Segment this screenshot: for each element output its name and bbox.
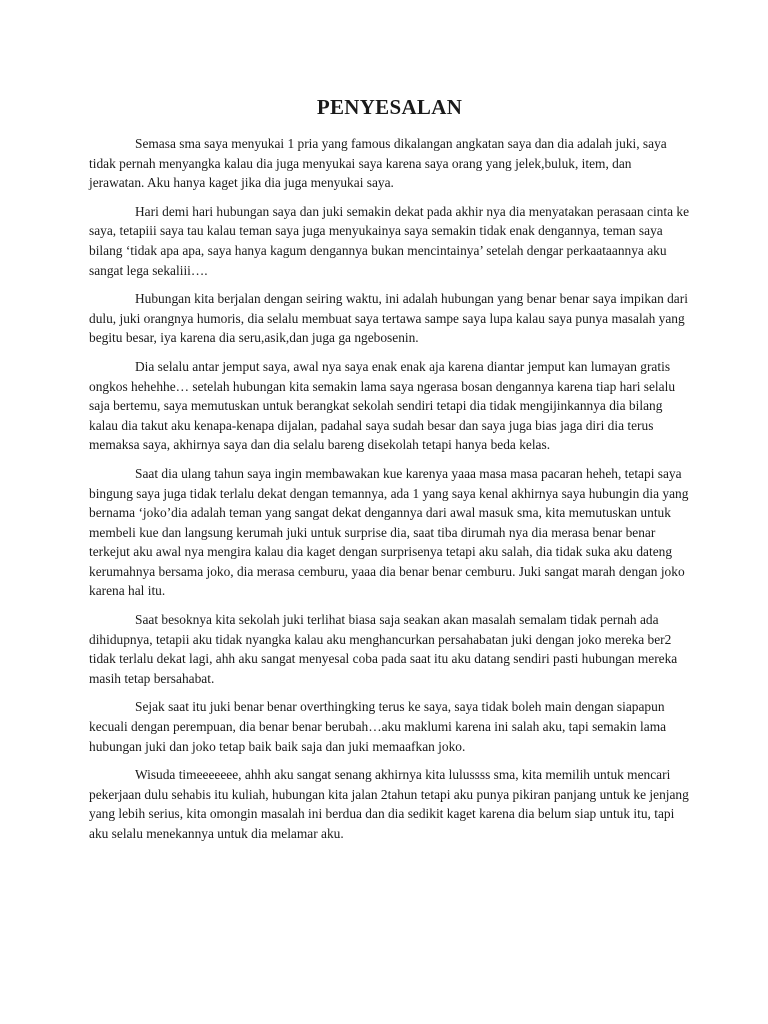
paragraph-2: Hari demi hari hubungan saya dan juki semakin dekat pada akhir nya dia menyatakan perasaan cinta ke saya, tetapiii saya tau kalau teman saya juga menyukainya saya semakin tidak enak dengannya, teman saya bilang ‘tidak apa apa, saya hanya kagum dengannya bukan mencintainya’ setelah dengar perkaataannya aku sangat lega sekaliii….: [89, 203, 690, 278]
paragraph-5: Saat dia ulang tahun saya ingin membawakan kue karenya yaaa masa masa pacaran heheh, tetapi saya bingung saya juga tidak terlalu dekat dengan temannya, ada 1 yang saya kenal akhirnya saya hubungin dia yang bernama ‘joko’dia adalah teman yang sangat dekat dengannya dari awal masuk sma, kita memutuskan untuk membeli kue dan langsung kerumah juki untuk surprise dia, saat tiba dirumah nya dia merasa benar benar terkejut aku awal nya mengira kalau dia kaget dengan surprisenya tetapi aku salah, dia tidak suka aku dateng kerumahnya bersama joko, dia merasa cemburu, yaaa dia benar benar cemburu. Juki sangat marah dengan joko karena hal itu.: [89, 465, 689, 599]
paragraph-7: Sejak saat itu juki benar benar overthingking terus ke saya, saya tidak boleh main dengan siapapun kecuali dengan perempuan, dia benar benar berubah…aku maklumi karena ini salah aku, tapi semakin lama hubungan juki dan joko tetap baik baik saja dan juki memaafkan joko.: [89, 699, 667, 754]
paragraph-8: Wisuda timeeeeeee, ahhh aku sangat senang akhirnya kita lulussss sma, kita memilih untuk mencari pekerjaan dulu sehabis itu kuliah, hubungan kita jalan 2tahun tetapi aku punya pikiran panjang untuk ke jenjang yang lebih serius, kita omongin masalah ini berdua dan dia sedikit kaget karena dia belum siap untuk itu, tapi aku selalu menekannya untuk dia melamar aku.: [89, 767, 689, 841]
paragraph-4: Dia selalu antar jemput saya, awal nya saya enak enak aja karena diantar jemput kan lumayan gratis ongkos hehehhe… setelah hubungan kita semakin lama saya ngerasa bosan dengannya karena tiap hari selalu saja bertemu, saya memutuskan untuk berangkat sekolah sendiri tetapi dia tidak mengijinkannya dia bilang kalau dia takut aku kenapa-kenapa dijalan, padahal saya sudah besar dan saya juga bias jaga diri dia terus memaksa saya, akhirnya saya dan dia selalu bareng disekolah tetapi hanya beda kelas.: [89, 358, 676, 453]
document-title: PENYESALAN: [316, 95, 463, 119]
paragraph-1: Semasa sma saya menyukai 1 pria yang famous dikalangan angkatan saya dan dia adalah juki, saya tidak pernah menyangka kalau dia juga menyukai saya karena saya orang yang jelek,buluk, item, dan jerawatan. Aku hanya kaget jika dia juga menyukai saya.: [89, 136, 667, 191]
paragraph-6: Saat besoknya kita sekolah juki terlihat biasa saja seakan akan masalah semalam tidak pernah ada dihidupnya, tetapii aku tidak nyangka kalau aku menghancurkan persahabatan juki dengan joko mereka ber2 tidak terlalu dekat lagi, ahh aku sangat menyesal coba pada saat itu aku datang sendiri pasti hubungan mereka masih tetap bersahabat.: [89, 612, 678, 686]
paragraph-3: Hubungan kita berjalan dengan seiring waktu, ini adalah hubungan yang benar benar saya impikan dari dulu, juki orangnya humoris, dia selalu membuat saya tertawa sampe saya lupa kalau saya punya masalah yang begitu besar, iya karena dia seru,asik,dan juga ga ngebosenin.: [89, 291, 688, 346]
